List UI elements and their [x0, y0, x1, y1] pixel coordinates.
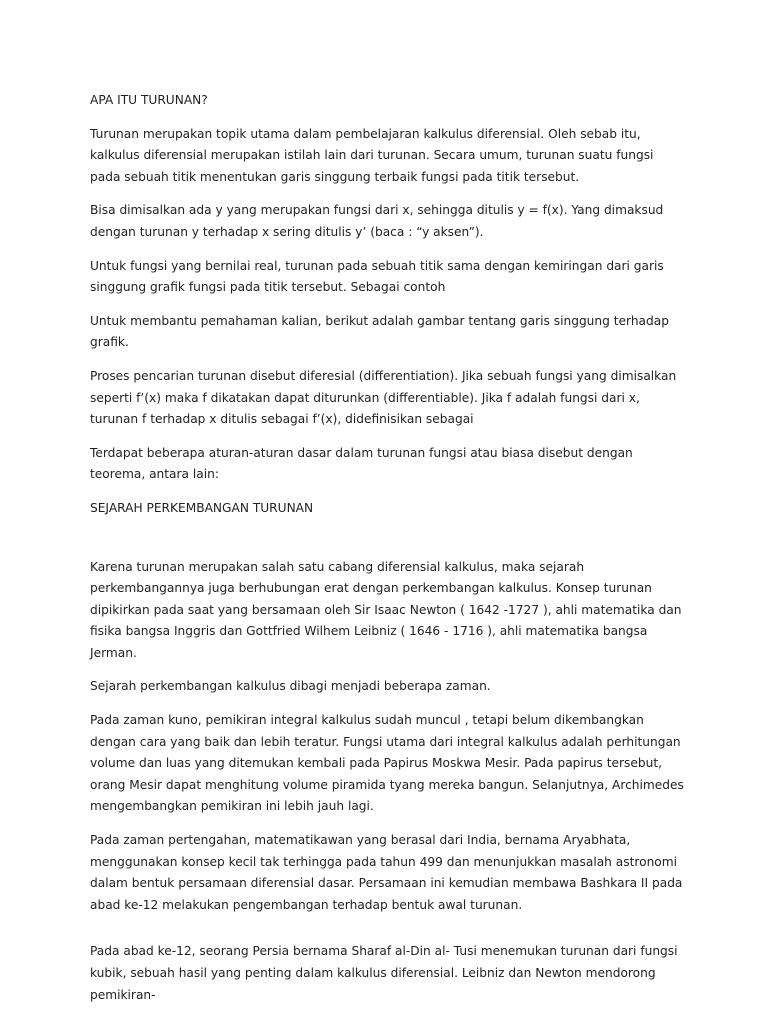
paragraph: Pada abad ke-12, seorang Persia bernama Sharaf al-Din al- Tusi menemukan turunan dari fungsi kubik, sebuah hasil yang penting dalam kalkulus diferensial. Leibniz dan Newton mendorong pemikiran- [90, 944, 678, 1002]
paragraph: Bisa dimisalkan ada y yang merupakan fungsi dari x, sehingga ditulis y = f(x). Yang dimaksud dengan turunan y terhadap x sering ditulis y’ (baca : “y aksen”). [90, 203, 664, 239]
paragraph: Karena turunan merupakan salah satu cabang diferensial kalkulus, maka sejarah perkembangannya juga berhubungan erat dengan perkembangan kalkulus. Konsep turunan dipikirkan pada saat yang bersamaan oleh Sir Isaac Newton ( 1642 -1727 ), ahli matematika dan fisika bangsa Inggris dan Gottfried Wilhem Leibniz ( 1646 - 1716 ), ahli matematika bangsa Jerman. [90, 559, 682, 660]
heading-apa-itu-turunan: APA ITU TURUNAN? [90, 93, 208, 107]
spacer [90, 532, 685, 557]
paragraph: Turunan merupakan topik utama dalam pembelajaran kalkulus diferensial. Oleh sebab itu, kalkulus diferensial merupakan istilah lain dari turunan. Secara umum, turunan suatu fungsi pada sebuah titik menentukan garis singgung terbaik fungsi pada titik tersebut. [90, 126, 654, 184]
paragraph: Terdapat beberapa aturan-aturan dasar dalam turunan fungsi atau biasa disebut dengan teorema, antara lain: [90, 445, 633, 482]
heading-sejarah-perkembangan: SEJARAH PERKEMBANGAN TURUNAN [90, 500, 314, 515]
document-page [90, 90, 685, 1018]
paragraph: Pada zaman pertengahan, matematikawan yang berasal dari India, bernama Aryabhata, menggunakan konsep kecil tak terhingga pada tahun 499 dan menunjukkan masalah astronomi dalam bentuk persamaan diferensial dasar. Persamaan ini kemudian membawa Bashkara II pada abad ke-12 melakukan pengembangan terhadap bentuk awal turunan. [90, 833, 683, 912]
paragraph: Pada zaman kuno, pemikiran integral kalkulus sudah muncul , tetapi belum dikembangkan dengan cara yang baik dan lebih teratur. Fungsi utama dari integral kalkulus adalah perhitungan volume dan luas yang ditemukan kembali pada Papirus Moskwa Mesir. Pada papirus tersebut, orang Mesir dapat menghitung volume piramida tyang mereka bangun. Selanjutnya, Archimedes mengembangkan pemikiran ini lebih jauh lagi. [90, 713, 684, 814]
paragraph: Untuk membantu pemahaman kalian, berikut adalah gambar tentang garis singgung terhadap grafik. [90, 313, 669, 350]
paragraph: Untuk fungsi yang bernilai real, turunan pada sebuah titik sama dengan kemiringan dari garis singgung grafik fungsi pada titik tersebut. Sebagai contoh [90, 258, 664, 295]
paragraph: Proses pencarian turunan disebut diferesial (differentiation). Jika sebuah fungsi yang dimisalkan seperti f’(x) maka f dikatakan dapat diturunkan (differentiable). Jika f adalah fungsi dari x, turunan f terhadap x ditulis sebagai f’(x), didefinisikan sebagai [90, 368, 677, 427]
paragraph: Sejarah perkembangan kalkulus dibagi menjadi beberapa zaman. [90, 679, 491, 694]
spacer [90, 928, 685, 941]
